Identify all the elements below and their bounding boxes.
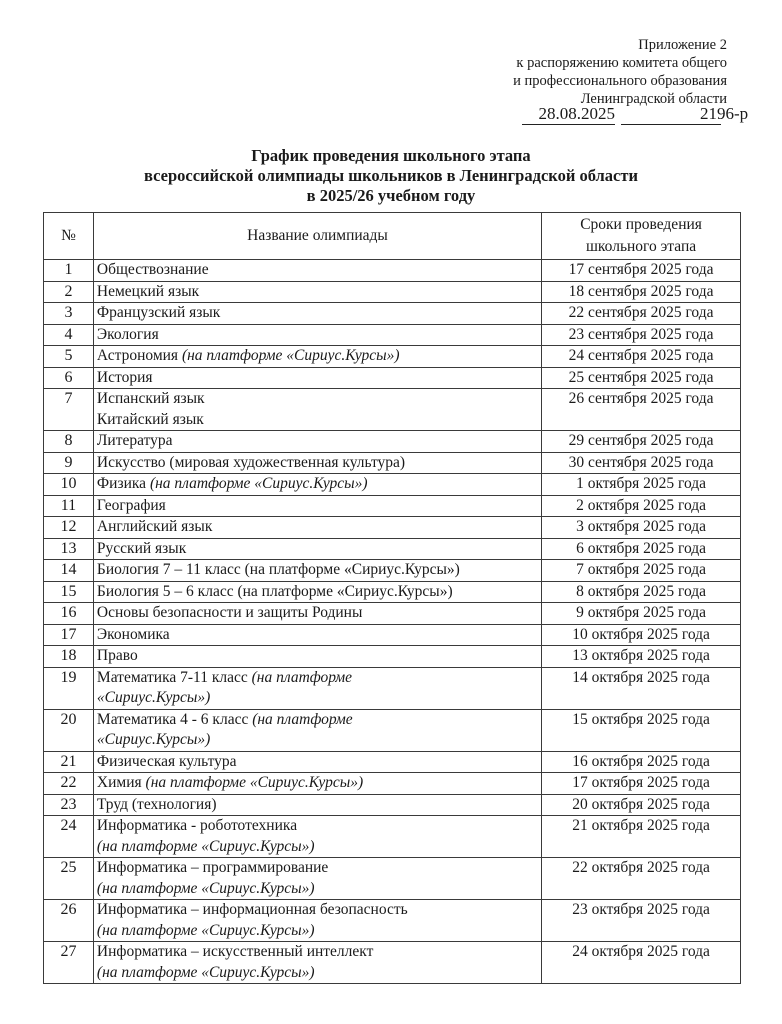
table-row — [44, 560, 741, 582]
row-number: 26 — [44, 900, 94, 942]
olympiad-name: Основы безопасности и защиты Родины — [96, 604, 363, 621]
olympiad-date: 10 октября 2025 года — [542, 624, 741, 646]
olympiad-name-cell — [93, 538, 541, 560]
header-number: № — [44, 213, 94, 260]
olympiad-name-cell — [93, 281, 541, 303]
olympiad-date: 30 сентября 2025 года — [542, 452, 741, 474]
olympiad-name: Литература — [96, 432, 173, 449]
olympiad-name-cell — [93, 452, 541, 474]
table-row — [44, 581, 741, 603]
platform-note: «Сириус.Курсы») — [96, 731, 211, 748]
olympiad-name: Немецкий язык — [96, 282, 200, 300]
olympiad-date: 23 сентября 2025 года — [542, 324, 741, 346]
row-number: 10 — [44, 474, 94, 496]
row-number: 13 — [44, 538, 94, 560]
table-row — [44, 858, 741, 900]
olympiad-date: 3 октября 2025 года — [542, 517, 741, 539]
row-number: 5 — [44, 346, 94, 368]
row-number: 20 — [44, 709, 94, 751]
olympiad-name-cell — [93, 303, 541, 325]
olympiad-date: 18 сентября 2025 года — [542, 281, 741, 303]
row-number: 24 — [44, 816, 94, 858]
table-row — [44, 260, 741, 282]
platform-note: (на платформе «Сириус.Курсы») — [96, 921, 315, 939]
platform-note: «Сириус.Курсы») — [96, 689, 211, 706]
olympiad-name-cell — [93, 751, 541, 773]
olympiad-date: 24 октября 2025 года — [542, 942, 741, 984]
row-number: 9 — [44, 452, 94, 474]
olympiad-date: 14 октября 2025 года — [542, 667, 741, 709]
olympiad-date: 22 сентября 2025 года — [542, 303, 741, 325]
olympiad-name-cell — [93, 794, 541, 816]
olympiad-name-cell — [93, 603, 541, 625]
platform-note: (на платформе «Сириус.Курсы») — [145, 774, 364, 791]
olympiad-name-cell — [93, 709, 541, 751]
table-row — [44, 452, 741, 474]
olympiad-name-cell — [93, 900, 541, 942]
olympiad-name: Химия — [96, 774, 142, 791]
row-number: 2 — [44, 281, 94, 303]
olympiad-name-cell — [93, 346, 541, 368]
table-row — [44, 751, 741, 773]
olympiad-date: 17 сентября 2025 года — [542, 260, 741, 282]
title-line: в 2025/26 учебном году — [306, 186, 476, 205]
olympiad-name-cell — [93, 560, 541, 582]
olympiad-date: 22 октября 2025 года — [542, 858, 741, 900]
order-number: 2196-р — [700, 104, 749, 123]
olympiad-date: 24 сентября 2025 года — [542, 346, 741, 368]
table-row — [44, 346, 741, 368]
olympiad-name: Труд (технология) — [96, 795, 217, 813]
olympiad-name-cell — [93, 474, 541, 496]
header-dates-line1: Сроки проведения — [580, 216, 702, 233]
registration-row — [520, 104, 782, 126]
row-number: 27 — [44, 942, 94, 984]
olympiad-date: 20 октября 2025 года — [542, 794, 741, 816]
table-row — [44, 773, 741, 795]
platform-note: (на платформе «Сириус.Курсы») — [181, 347, 400, 364]
olympiad-name: Экономика — [96, 625, 170, 643]
olympiad-name: Биология 5 – 6 класс (на платформе «Сириус.Курсы») — [96, 582, 453, 600]
olympiad-name-cell — [93, 260, 541, 282]
olympiad-date: 1 октября 2025 года — [542, 474, 741, 496]
olympiad-name-cell — [93, 324, 541, 346]
row-number: 11 — [44, 495, 94, 517]
olympiad-date: 6 октября 2025 года — [542, 538, 741, 560]
row-number: 22 — [44, 773, 94, 795]
olympiad-name: Французский язык — [96, 304, 221, 321]
row-number: 15 — [44, 581, 94, 603]
olympiad-name-cell — [93, 942, 541, 984]
olympiad-name: Математика 7-11 класс — [96, 668, 248, 686]
table-row — [44, 367, 741, 389]
table-row — [44, 517, 741, 539]
olympiad-name: Физическая культура — [96, 752, 237, 770]
table-row — [44, 709, 741, 751]
olympiad-date: 29 сентября 2025 года — [542, 431, 741, 453]
olympiad-name: Право — [96, 647, 138, 664]
order-date: 28.08.2025 — [538, 104, 615, 123]
olympiad-date: 26 сентября 2025 года — [542, 389, 741, 431]
olympiad-date: 13 октября 2025 года — [542, 646, 741, 668]
appendix-line: Ленинградской области — [580, 91, 727, 107]
title-line: всероссийской олимпиады школьников в Ленинградской области — [144, 166, 638, 185]
table-row — [44, 794, 741, 816]
table-row — [44, 303, 741, 325]
olympiad-name: Биология 7 – 11 класс (на платформе «Сириус.Курсы») — [96, 561, 460, 578]
olympiad-name: Информатика – информационная безопасность — [96, 901, 408, 918]
olympiad-name-cell — [93, 367, 541, 389]
platform-note: (на платформе — [251, 668, 353, 686]
header-dates — [542, 213, 741, 260]
row-number: 14 — [44, 560, 94, 582]
olympiad-date: 21 октября 2025 года — [542, 816, 741, 858]
platform-note: (на платформе — [252, 710, 353, 728]
appendix-line: и профессионального образования — [513, 73, 727, 89]
olympiad-date: 17 октября 2025 года — [542, 773, 741, 795]
row-number: 25 — [44, 858, 94, 900]
row-number: 23 — [44, 794, 94, 816]
olympiad-name: Физика — [96, 475, 147, 492]
platform-note: (на платформе «Сириус.Курсы») — [149, 475, 368, 492]
row-number: 7 — [44, 389, 94, 431]
appendix-header — [513, 36, 727, 108]
table-row — [44, 900, 741, 942]
olympiad-name: Китайский язык — [96, 410, 204, 428]
olympiad-date: 2 октября 2025 года — [542, 495, 741, 517]
olympiad-date: 7 октября 2025 года — [542, 560, 741, 582]
table-row — [44, 646, 741, 668]
table-row — [44, 603, 741, 625]
table-row — [44, 942, 741, 984]
row-number: 21 — [44, 751, 94, 773]
table-row — [44, 495, 741, 517]
schedule-table — [43, 212, 741, 984]
olympiad-name: Информатика – искусственный интеллект — [96, 943, 374, 960]
table-row — [44, 538, 741, 560]
olympiad-name-cell — [93, 389, 541, 431]
olympiad-name: Испанский язык — [96, 390, 205, 407]
row-number: 8 — [44, 431, 94, 453]
table-row — [44, 816, 741, 858]
olympiad-name-cell — [93, 517, 541, 539]
platform-note: (на платформе «Сириус.Курсы») — [96, 963, 315, 981]
olympiad-name-cell — [93, 858, 541, 900]
olympiad-name: Обществознание — [96, 261, 209, 278]
olympiad-name: Искусство (мировая художественная культура) — [96, 453, 406, 471]
table-header-row — [44, 213, 741, 260]
olympiad-name-cell — [93, 495, 541, 517]
olympiad-name: История — [96, 368, 153, 386]
olympiad-date: 9 октября 2025 года — [542, 603, 741, 625]
row-number: 16 — [44, 603, 94, 625]
table-row — [44, 474, 741, 496]
olympiad-date: 15 октября 2025 года — [542, 709, 741, 751]
olympiad-name: Математика 4 - 6 класс — [96, 710, 249, 728]
appendix-line: Приложение 2 — [638, 37, 727, 53]
row-number: 19 — [44, 667, 94, 709]
olympiad-date: 16 октября 2025 года — [542, 751, 741, 773]
olympiad-name: Информатика – программирование — [96, 859, 329, 876]
olympiad-name-cell — [93, 624, 541, 646]
document-title — [0, 146, 782, 206]
olympiad-date: 23 октября 2025 года — [542, 900, 741, 942]
header-olympiad-name: Название олимпиады — [93, 213, 541, 260]
table-row — [44, 431, 741, 453]
olympiad-name-cell — [93, 431, 541, 453]
olympiad-name: Русский язык — [96, 539, 187, 557]
olympiad-name: Информатика - робототехника — [96, 817, 298, 834]
olympiad-name: Английский язык — [96, 518, 213, 535]
olympiad-name-cell — [93, 773, 541, 795]
olympiad-date: 8 октября 2025 года — [542, 581, 741, 603]
olympiad-name: Экология — [96, 325, 159, 343]
olympiad-name: Астрономия — [96, 347, 179, 364]
row-number: 3 — [44, 303, 94, 325]
olympiad-name-cell — [93, 667, 541, 709]
order-date-field — [522, 104, 615, 125]
title-line: График проведения школьного этапа — [251, 146, 531, 165]
platform-note: (на платформе «Сириус.Курсы») — [96, 879, 315, 897]
olympiad-name-cell — [93, 816, 541, 858]
table-body — [44, 260, 741, 984]
row-number: 12 — [44, 517, 94, 539]
olympiad-name-cell — [93, 581, 541, 603]
appendix-line: к распоряжению комитета общего — [516, 55, 727, 71]
row-number: 18 — [44, 646, 94, 668]
olympiad-date: 25 сентября 2025 года — [542, 367, 741, 389]
row-number: 6 — [44, 367, 94, 389]
row-number: 17 — [44, 624, 94, 646]
table-row — [44, 624, 741, 646]
olympiad-name: География — [96, 496, 166, 514]
table-row — [44, 389, 741, 431]
table-row — [44, 667, 741, 709]
table-row — [44, 281, 741, 303]
table-row — [44, 324, 741, 346]
row-number: 4 — [44, 324, 94, 346]
platform-note: (на платформе «Сириус.Курсы») — [96, 837, 315, 855]
olympiad-name-cell — [93, 646, 541, 668]
row-number: 1 — [44, 260, 94, 282]
header-dates-line2: школьного этапа — [585, 238, 697, 255]
